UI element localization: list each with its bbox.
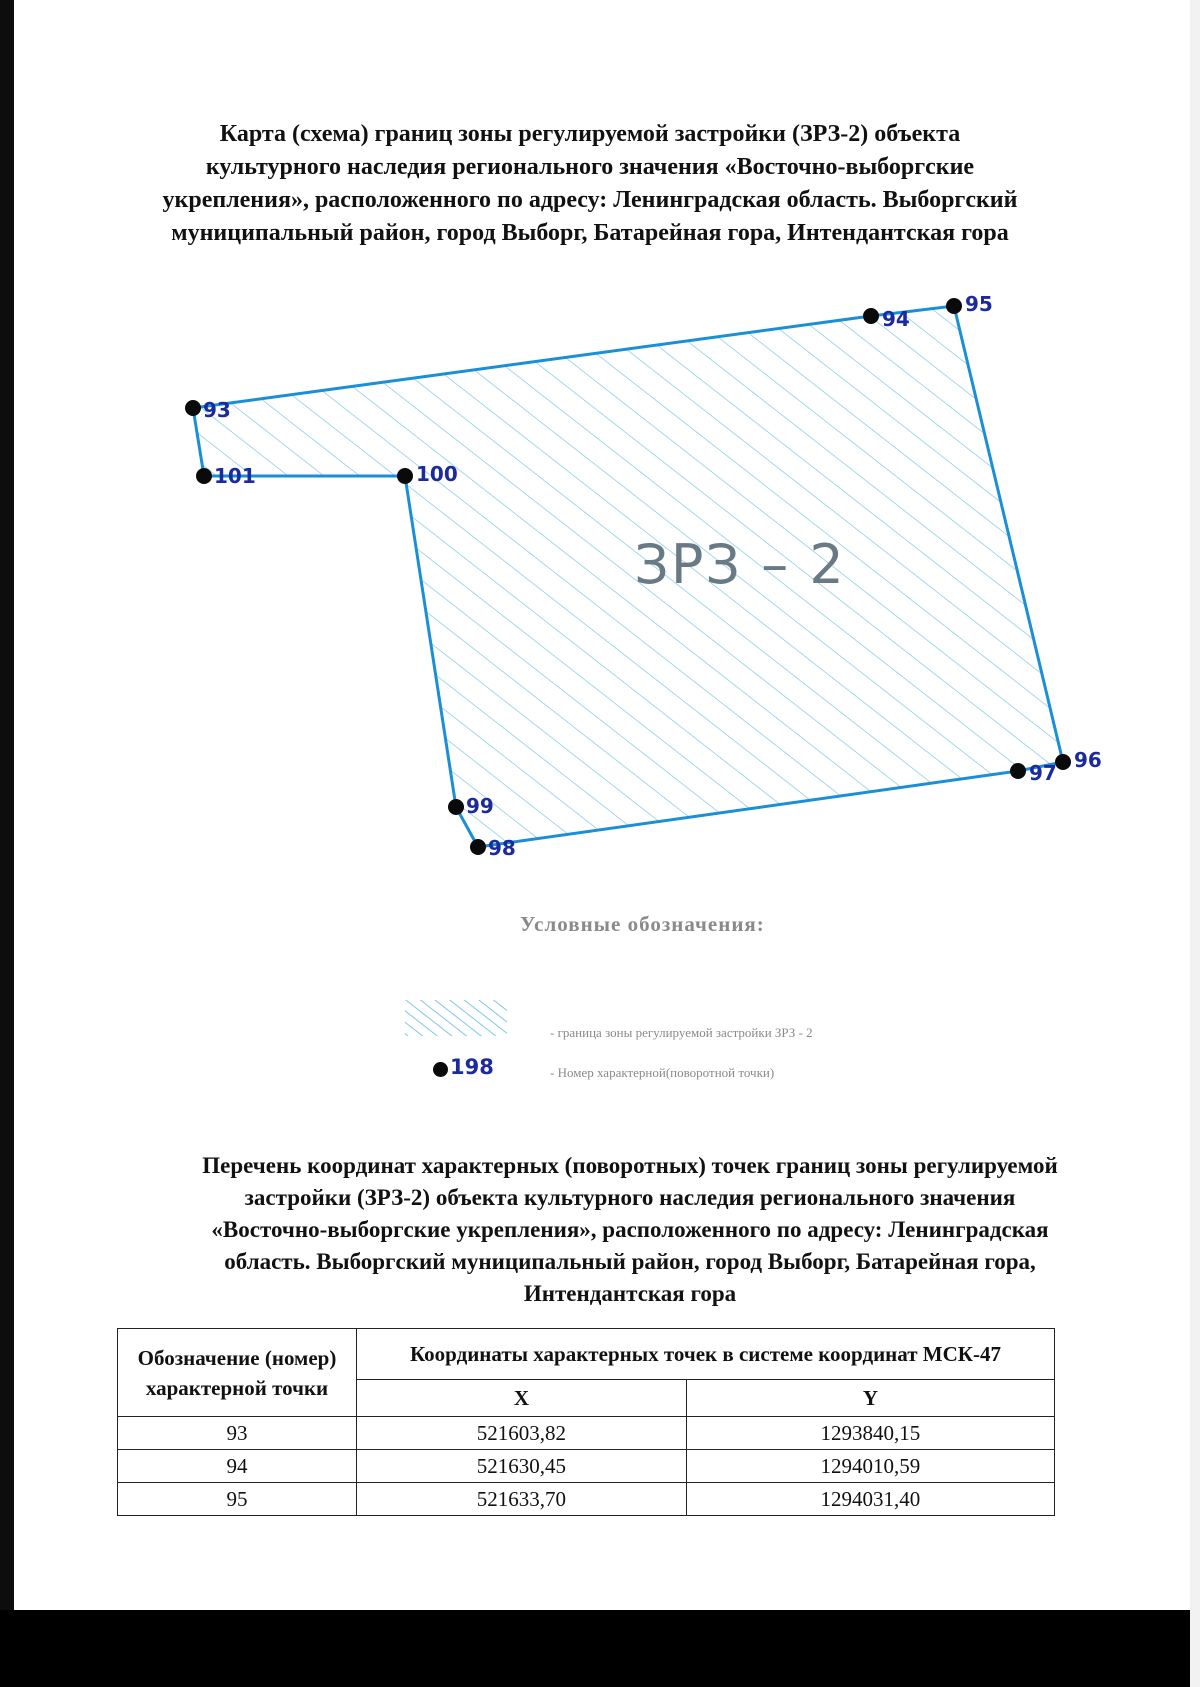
point-label-97: 97 (1029, 761, 1057, 785)
scan-bottom-edge (0, 1610, 1190, 1687)
legend-point-number: 198 (450, 1055, 494, 1079)
header-x: X (357, 1380, 687, 1417)
point-marker-97 (1010, 763, 1026, 779)
point-marker-100 (397, 468, 413, 484)
point-marker-96 (1055, 754, 1071, 770)
zone-label: ЗРЗ – 2 (634, 533, 846, 596)
scan-right-edge (1190, 0, 1200, 1687)
coordinates-table (117, 1328, 1055, 1516)
point-marker-98 (470, 839, 486, 855)
map-title-line: укрепления», расположенного по адресу: Ленинградская область. Выборгский (162, 187, 1018, 213)
map-title-line: культурного наследия регионального значения «Восточно-выборгские (205, 154, 975, 180)
point-label-95: 95 (965, 292, 993, 316)
table-row (118, 1483, 1055, 1516)
header-y: Y (686, 1380, 1054, 1417)
header-coordinates: Координаты характерных точек в системе координат МСК-47 (357, 1329, 1055, 1380)
point-marker-95 (946, 298, 962, 314)
point-marker-99 (448, 799, 464, 815)
legend-point-description: - Номер характерной(поворотной точки) (550, 1065, 775, 1080)
cell-y: 1293840,15 (686, 1417, 1054, 1450)
cell-point-id: 95 (118, 1483, 357, 1516)
table-row (118, 1450, 1055, 1483)
legend-hatch-description: - граница зоны регулируемой застройки ЗРЗ - 2 (550, 1025, 813, 1040)
cell-x: 521603,82 (357, 1417, 687, 1450)
coordinates-list-title (110, 1150, 1150, 1310)
header-designation: Обозначение (номер) характерной точки (118, 1329, 357, 1417)
legend-title: Условные обозначения: (520, 912, 765, 936)
point-label-96: 96 (1074, 748, 1102, 772)
point-label-100: 100 (416, 462, 458, 486)
point-label-99: 99 (466, 794, 494, 818)
cell-y: 1294010,59 (686, 1450, 1054, 1483)
map-title-line: муниципальный район, город Выборг, Батарейная гора, Интендантская гора (171, 220, 1009, 246)
point-label-98: 98 (488, 836, 516, 860)
cell-point-id: 93 (118, 1417, 357, 1450)
point-label-93: 93 (203, 398, 231, 422)
table-row (118, 1417, 1055, 1450)
point-marker-94 (863, 308, 879, 324)
point-label-101: 101 (214, 464, 256, 488)
list-title-line: Интендантская гора (523, 1281, 737, 1306)
list-title-line: область. Выборгский муниципальный район, город Выборг, Батарейная гора, (224, 1249, 1036, 1274)
zone-polygon (193, 306, 1063, 847)
point-label-94: 94 (882, 307, 910, 331)
legend-point-marker (433, 1062, 448, 1077)
cell-x: 521630,45 (357, 1450, 687, 1483)
point-marker-93 (185, 400, 201, 416)
map-title-line: Карта (схема) границ зоны регулируемой застройки (ЗРЗ-2) объекта (219, 121, 961, 147)
list-title-line: Перечень координат характерных (поворотных) точек границ зоны регулируемой (202, 1153, 1058, 1178)
cell-x: 521633,70 (357, 1483, 687, 1516)
list-title-line: «Восточно-выборгские укрепления», расположенного по адресу: Ленинградская (211, 1217, 1049, 1242)
cell-y: 1294031,40 (686, 1483, 1054, 1516)
cell-point-id: 94 (118, 1450, 357, 1483)
point-marker-101 (196, 468, 212, 484)
legend-hatch-swatch (405, 1000, 507, 1036)
list-title-line: застройки (ЗРЗ-2) объекта культурного наследия регионального значения (244, 1185, 1016, 1210)
